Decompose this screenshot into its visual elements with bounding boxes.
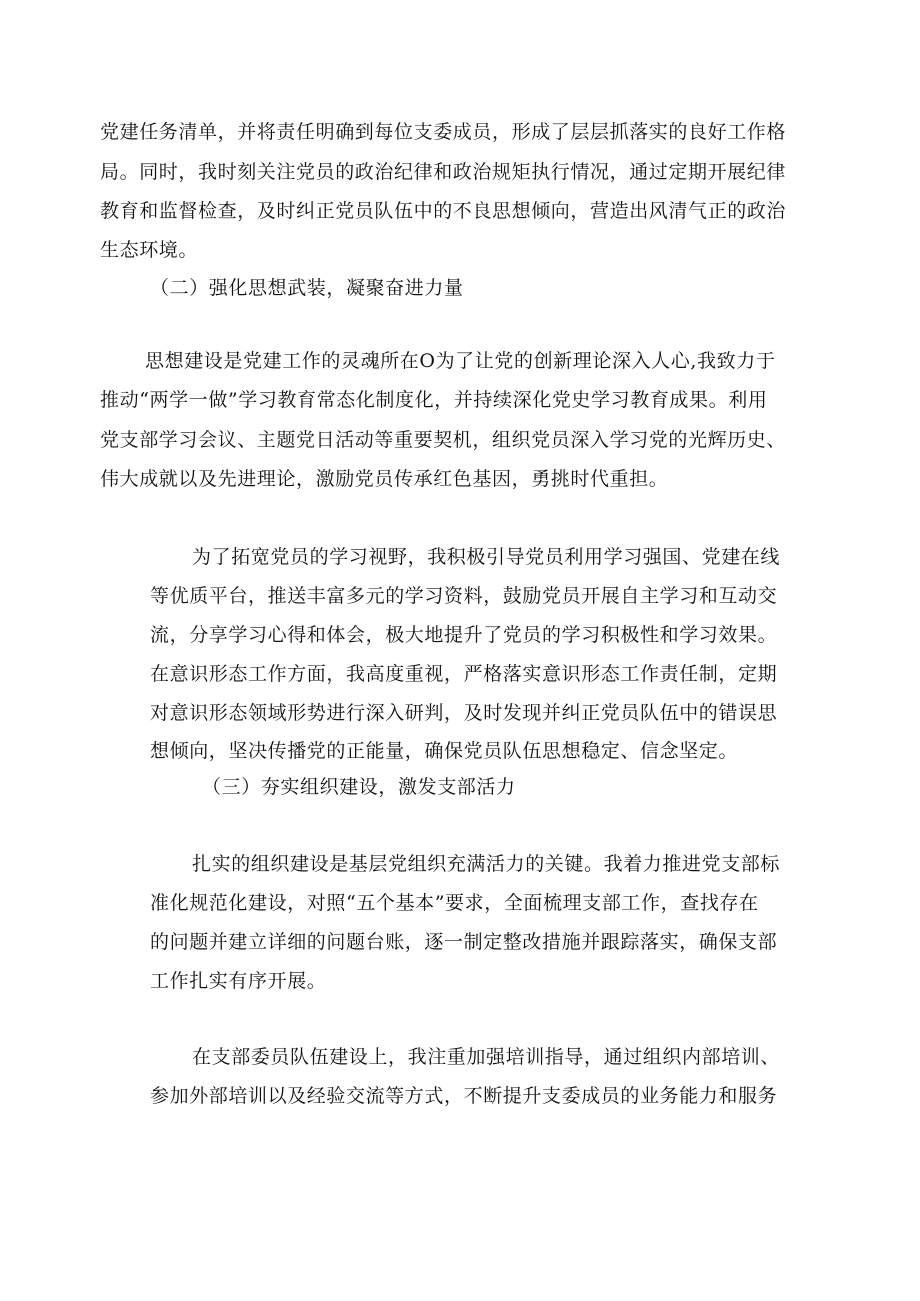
paragraph-3-line-1: 为了拓宽党员的学习视野，我积极引导党员利用学习强国、党建在线 [192,546,781,568]
section-heading-2: （二）强化思想武装，凝聚奋进力量 [150,277,464,299]
section-heading-3: （三）夯实组织建设，激发支部活力 [202,776,516,798]
paragraph-1-line-2: 局。同时，我时刻关注党员的政治纪律和政治规矩执行情况，通过定期开展纪律 [100,161,787,183]
paragraph-4-line-4: 工作扎实有序开展。 [150,970,327,992]
paragraph-3-line-3: 流，分享学习心得和体会，极大地提升了党员的学习积极性和学习效果。 [150,624,778,646]
paragraph-1-line-3: 教育和监督检查，及时纠正党员队伍中的不良思想倾向，营造出风清气正的政治 [100,200,787,222]
paragraph-2-line-3: 党支部学习会议、主题党日活动等重要契机，组织党员深入学习党的光辉历史、 [100,429,787,451]
paragraph-5-line-2: 参加外部培训以及经验交流等方式，不断提升支委成员的业务能力和服务 [150,1085,778,1107]
paragraph-4-line-3: 的问题并建立详细的问题台账，逐一制定整改措施并跟踪落实，确保支部 [150,931,778,953]
paragraph-2-line-2: 推动“两学一做”学习教育常态化制度化，并持续深化党史学习教育成果。利用 [100,389,768,411]
paragraph-3-line-2: 等优质平台，推送丰富多元的学习资料，鼓励党员开展自主学习和互动交 [150,585,778,607]
paragraph-5-line-1: 在支部委员队伍建设上，我注重加强培训指导，通过组织内部培训、 [192,1046,781,1068]
paragraph-3-line-4: 在意识形态工作方面，我高度重视，严格落实意识形态工作责任制，定期 [150,663,778,685]
paragraph-3-line-6: 想倾向，坚决传播党的正能量，确保党员队伍思想稳定、信念坚定。 [150,740,739,762]
paragraph-2-line-1: 思想建设是党建工作的灵魂所在O为了让党的创新理论深入人心,我致力于 [145,350,776,372]
paragraph-1-line-1: 党建任务清单，并将责任明确到每位支委成员，形成了层层抓落实的良好工作格 [100,121,787,143]
paragraph-2-line-4: 伟大成就以及先进理论，激励党员传承红色基因，勇挑时代重担。 [100,468,669,490]
paragraph-3-line-5: 对意识形态领域形势进行深入研判，及时发现并纠正党员队伍中的错误思 [150,702,778,724]
paragraph-4-line-1: 扎实的组织建设是基层党组织充满活力的关键。我着力推进党支部标 [192,853,781,875]
paragraph-1-line-4: 生态环境。 [100,239,199,261]
paragraph-4-line-2: 准化规范化建设，对照“五个基本”要求，全面梳理支部工作，查找存在 [150,892,759,914]
